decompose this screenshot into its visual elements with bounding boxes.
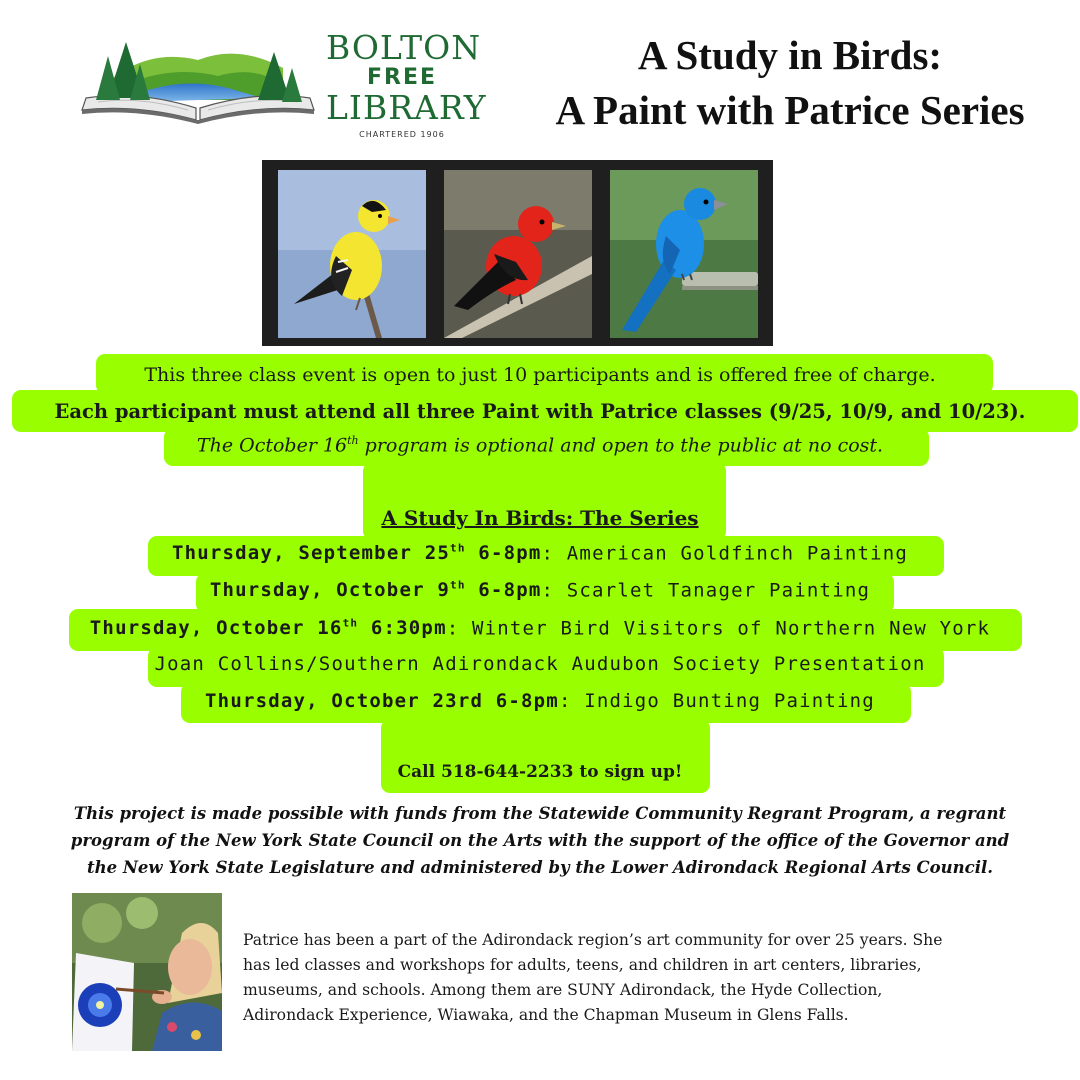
logo-free: FREE — [366, 65, 438, 90]
optional-program-line: The October 16th program is optional and open to the public at no cost. — [196, 434, 884, 457]
event-title — [500, 28, 1080, 138]
funding-line: This project is made possible with funds from the Statewide Community Regrant Program, a regrant — [73, 804, 1007, 823]
bio-line: has led classes and workshops for adults, teens, and children in art centers, libraries, — [243, 956, 922, 974]
series-heading: A Study In Birds: The Series — [381, 506, 699, 530]
bird-photo-strip — [262, 160, 773, 346]
session-winter-birds: Thursday, October 16th 6:30pm: Winter Bird Visitors of Northern New York — [89, 617, 991, 640]
funding-line: the New York State Legislature and administered by the Lower Adirondack Regional Arts Council. — [86, 858, 994, 877]
intro-line: This three class event is open to just 10 participants and is offered free of charge. — [144, 364, 936, 386]
bio-line: Patrice has been a part of the Adirondack region’s art community for over 25 years. She — [243, 931, 943, 949]
goldfinch-photo — [278, 170, 426, 338]
funding-line: program of the New York State Council on the Arts with the support of the office of the Governor and — [70, 831, 1010, 850]
patrice-bio — [243, 928, 1073, 1028]
title-line-1: A Study in Birds: — [637, 32, 943, 78]
library-logo-text — [326, 28, 487, 139]
bio-line: museums, and schools. Among them are SUNY Adirondack, the Hyde Collection, — [243, 981, 883, 999]
call-to-signup: Call 518-644-2233 to sign up! — [397, 762, 683, 782]
logo-chartered: CHARTERED 1906 — [359, 130, 445, 139]
session-indigo-bunting: Thursday, October 23rd 6-8pm: Indigo Bunting Painting — [205, 690, 875, 712]
logo-library: LIBRARY — [326, 88, 487, 127]
patrice-photo — [72, 893, 222, 1051]
library-logo-graphic — [78, 38, 318, 124]
session-goldfinch: Thursday, September 25th 6-8pm: American Goldfinch Painting — [171, 542, 909, 565]
title-line-2: A Paint with Patrice Series — [555, 87, 1025, 133]
session-presenter: Joan Collins/Southern Adirondack Audubon Society Presentation — [154, 653, 926, 675]
bio-line: Adirondack Experience, Wiawaka, and the Chapman Museum in Glens Falls. — [243, 1006, 849, 1024]
indigo-bunting-photo — [610, 170, 758, 338]
session-scarlet-tanager: Thursday, October 9th 6-8pm: Scarlet Tanager Painting — [209, 579, 871, 602]
funding-statement — [40, 800, 1040, 881]
scarlet-tanager-photo — [444, 170, 592, 338]
requirement-line: Each participant must attend all three Paint with Patrice classes (9/25, 10/9, and 10/23). — [54, 400, 1026, 423]
logo-bolton: BOLTON — [326, 28, 482, 67]
